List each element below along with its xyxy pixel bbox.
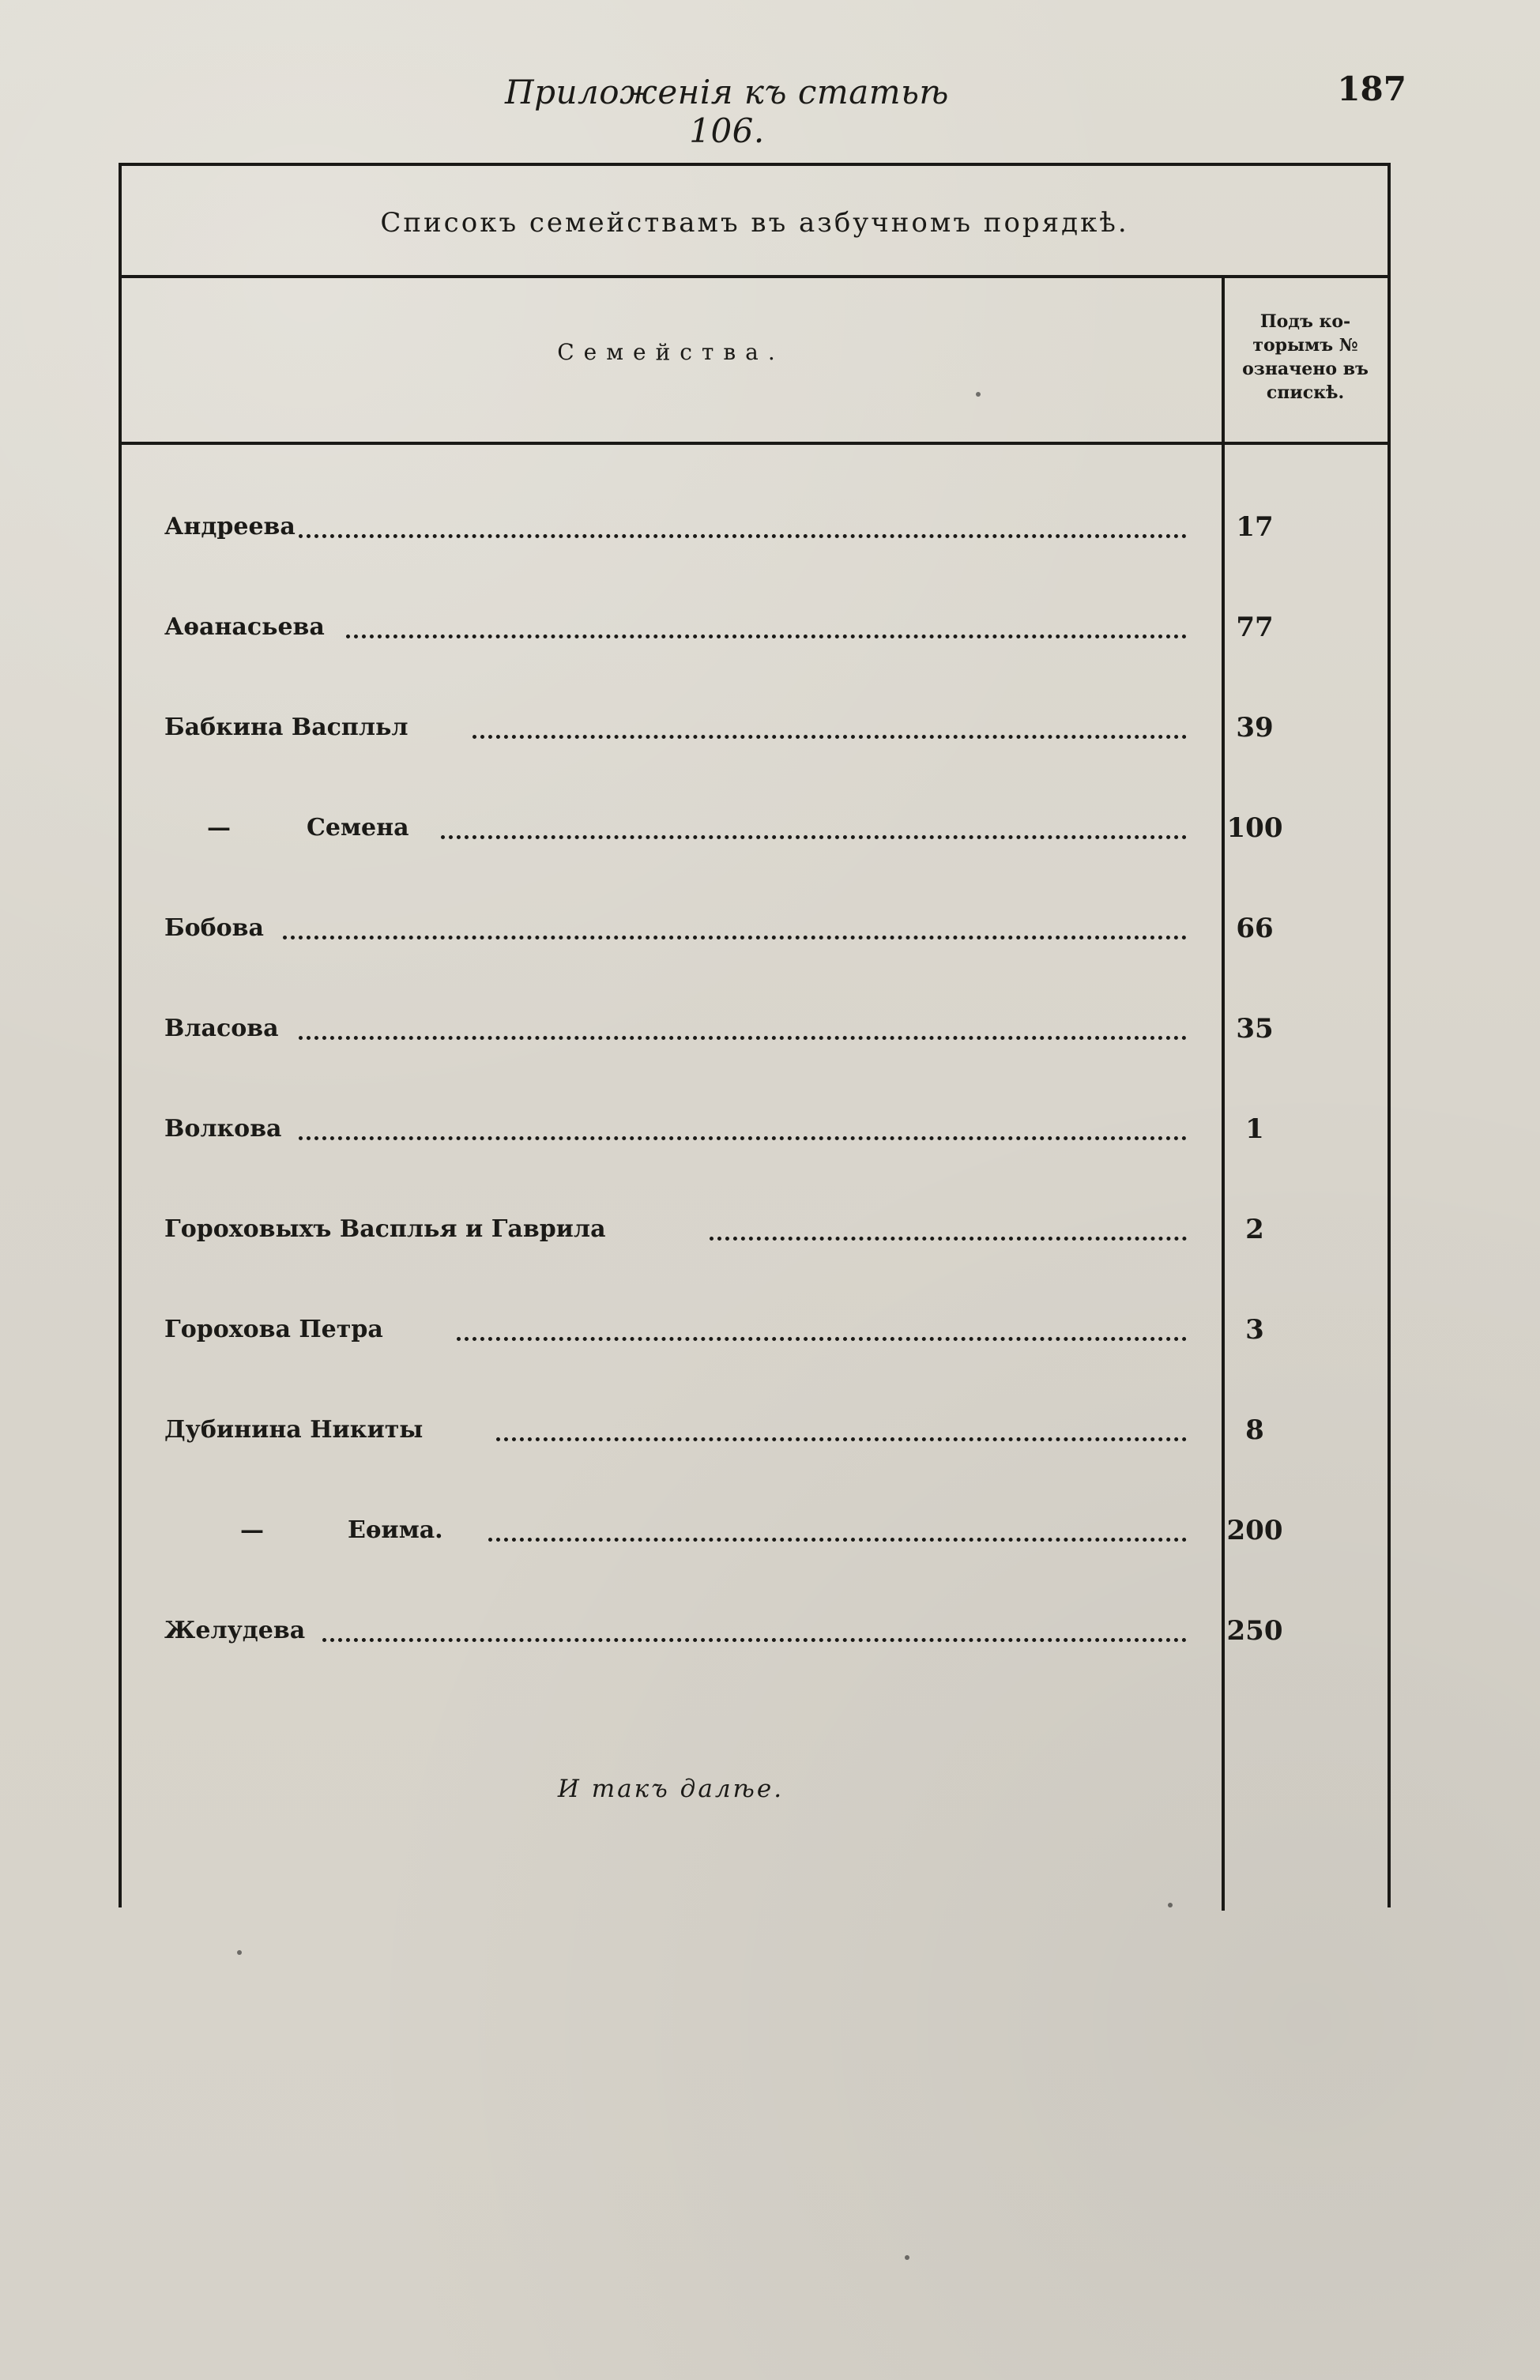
table-row — [164, 914, 1384, 954]
table-title-row — [122, 166, 1388, 278]
entry-number: 35 — [1236, 1013, 1274, 1045]
families-column-header: Семейства. — [557, 339, 785, 365]
family-name: Бобова — [164, 914, 264, 942]
dot-leader — [299, 529, 1187, 538]
print-speck — [905, 2255, 909, 2260]
family-name: Бабкина Васпльл — [164, 714, 409, 741]
table-row — [164, 1316, 1384, 1355]
table-footer-note: И такъ далѣе. — [557, 1775, 785, 1803]
print-speck — [237, 1950, 242, 1955]
family-name: Желудева — [164, 1617, 306, 1644]
dot-leader — [496, 1432, 1187, 1441]
family-name: Еѳима. — [348, 1516, 443, 1544]
number-header-line-4: спискѣ. — [1266, 382, 1345, 403]
entry-number: 100 — [1226, 812, 1283, 844]
family-name: Андреева — [164, 513, 296, 540]
entry-number: 200 — [1226, 1515, 1283, 1546]
dot-leader — [283, 930, 1187, 940]
number-header-line-3: означено въ — [1242, 359, 1369, 379]
dot-leader — [299, 1030, 1187, 1040]
entry-number: 250 — [1226, 1615, 1283, 1647]
page-number: 187 — [1337, 70, 1406, 108]
family-name: Дубинина Никиты — [164, 1416, 424, 1444]
entry-number: 1 — [1245, 1113, 1264, 1145]
dot-leader — [299, 1131, 1187, 1140]
dot-leader — [441, 830, 1187, 839]
family-name: Аѳанасьева — [164, 613, 325, 641]
dot-leader — [346, 629, 1187, 638]
table-title: Списокъ семействамъ въ азбучномъ порядкѣ. — [380, 207, 1129, 239]
entry-number: 2 — [1245, 1214, 1264, 1245]
dot-leader — [457, 1331, 1187, 1341]
entry-number: 8 — [1245, 1414, 1264, 1446]
table-row — [164, 1115, 1384, 1154]
print-speck — [1168, 1903, 1173, 1907]
table-row — [164, 513, 1384, 552]
repeat-dash: — — [240, 1516, 264, 1544]
table-row — [164, 1015, 1384, 1054]
table-row — [164, 1516, 1384, 1556]
entry-number: 17 — [1236, 511, 1274, 543]
entry-number: 66 — [1236, 913, 1274, 944]
family-name: Семена — [307, 814, 409, 842]
entry-number: 3 — [1245, 1314, 1264, 1346]
table-row — [164, 714, 1384, 753]
table-row — [164, 1617, 1384, 1656]
dot-leader — [710, 1231, 1187, 1241]
print-speck — [976, 392, 981, 397]
family-name: Гороховыхъ Васплья и Гаврила — [164, 1215, 606, 1243]
family-name: Власова — [164, 1015, 279, 1042]
dot-leader — [322, 1632, 1187, 1642]
families-table — [119, 163, 1391, 1907]
table-row — [164, 1215, 1384, 1255]
number-column-header — [1228, 310, 1383, 405]
family-name: Горохова Петра — [164, 1316, 383, 1343]
table-header-row — [122, 278, 1388, 445]
repeat-dash: — — [207, 814, 231, 842]
page-header-title: Приложенія къ статьѣ 106. — [504, 73, 949, 150]
table-row — [164, 613, 1384, 653]
table-row — [164, 1416, 1384, 1455]
number-header-line-2: торымъ № — [1252, 335, 1358, 356]
dot-leader — [488, 1532, 1187, 1542]
number-header-line-1: Подъ ко- — [1259, 311, 1351, 332]
table-row — [164, 814, 1384, 853]
entry-number: 77 — [1236, 612, 1274, 643]
family-name: Волкова — [164, 1115, 282, 1143]
entry-number: 39 — [1236, 712, 1274, 744]
dot-leader — [473, 729, 1187, 739]
